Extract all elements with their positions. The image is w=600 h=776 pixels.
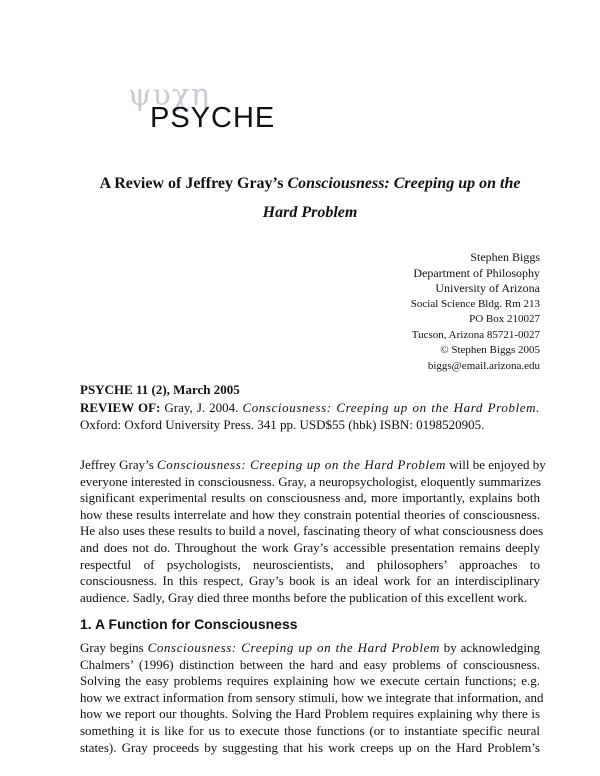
- text-line: and does not do. Throughout the work Gray’s accessible presentation remains deeply: [80, 539, 540, 555]
- paragraph-intro: [80, 457, 546, 606]
- author-block: [411, 250, 540, 374]
- review-book: Consciousness: Creeping up on the Hard Problem.: [242, 400, 540, 415]
- text-line: something it is like for us to execute those functions (or to instantiate specific neural: [80, 722, 540, 738]
- text: will be enjoyed by: [446, 457, 546, 472]
- section-heading: 1. A Function for Consciousness: [80, 616, 298, 632]
- text-line: respectful of psychologists, neuroscientists, and philosophers’ approaches to: [80, 556, 540, 572]
- text-line: how these results interrelate and how they constrain potential theories of consciousness.: [80, 506, 540, 522]
- article-title-line2: [80, 204, 540, 222]
- text: Jeffrey Gray’s: [80, 457, 158, 472]
- book-title: Consciousness: Creeping up on the Hard Problem: [147, 640, 440, 655]
- author-box: PO Box 210027: [469, 313, 540, 325]
- review-citation: [80, 400, 540, 433]
- text: by acknowledging: [439, 640, 540, 655]
- text-line: Solving the easy problems requires explaining how we execute certain functions; e.g.: [80, 673, 540, 689]
- title-book: Consciousness: Creeping up on the: [287, 175, 521, 192]
- author-univ: University of Arizona: [435, 281, 540, 295]
- text-line: significant experimental results on consciousness and, more importantly, explains both: [80, 490, 540, 506]
- title-book-2: Hard Problem: [262, 204, 358, 221]
- paragraph-section1: [80, 640, 544, 756]
- author-name: Stephen Biggs: [470, 250, 540, 264]
- text-line: how we report our thoughts. Solving the Hard Problem requires explaining why there is: [80, 706, 540, 722]
- book-title: Consciousness: Creeping up on the Hard Problem: [157, 457, 447, 472]
- text: Gray begins: [80, 640, 148, 655]
- text-line: He also uses these results to build a novel, fascinating theory of what consciousness does: [80, 523, 544, 539]
- text-line: audience. Sadly, Gray died three months before the publication of this excellent work.: [80, 589, 528, 605]
- text-line: Chalmers’ (1996) distinction between the hard and easy problems of consciousness.: [80, 656, 540, 672]
- text-line: how we extract information from sensory stimuli, how we integrate that information, and: [80, 689, 544, 705]
- text-line: consciousness. In this respect, Gray’s book is an ideal work for an interdisciplinary: [80, 573, 540, 589]
- logo-name: PSYCHE: [150, 102, 276, 134]
- author-dept: Department of Philosophy: [413, 265, 540, 280]
- article-title: [80, 175, 540, 193]
- author-email[interactable]: biggs@email.arizona.edu: [427, 359, 540, 372]
- review-citation-text: Gray, J. 2004.: [160, 400, 243, 415]
- logo-greek: ψυχη: [128, 78, 210, 113]
- review-label: REVIEW OF:: [80, 400, 161, 415]
- text-line: states). Gray proceeds by suggesting that his work creeps up on the Hard Problem’s: [80, 739, 540, 755]
- issue-info: PSYCHE 11 (2), March 2005: [80, 382, 240, 397]
- author-building: Social Science Bldg. Rm 213: [410, 297, 540, 310]
- title-text: A Review of Jeffrey Gray’s: [99, 175, 288, 192]
- review-publisher: Oxford: Oxford University Press. 341 pp. USD$55 (hbk) ISBN: 0198520905.: [80, 416, 485, 432]
- author-city: Tucson, Arizona 85721-0027: [411, 328, 540, 341]
- text-line: everyone interested in consciousness. Gray, a neuropsychologist, eloquently summarizes: [80, 473, 541, 489]
- author-copyright: © Stephen Biggs 2005: [440, 344, 540, 356]
